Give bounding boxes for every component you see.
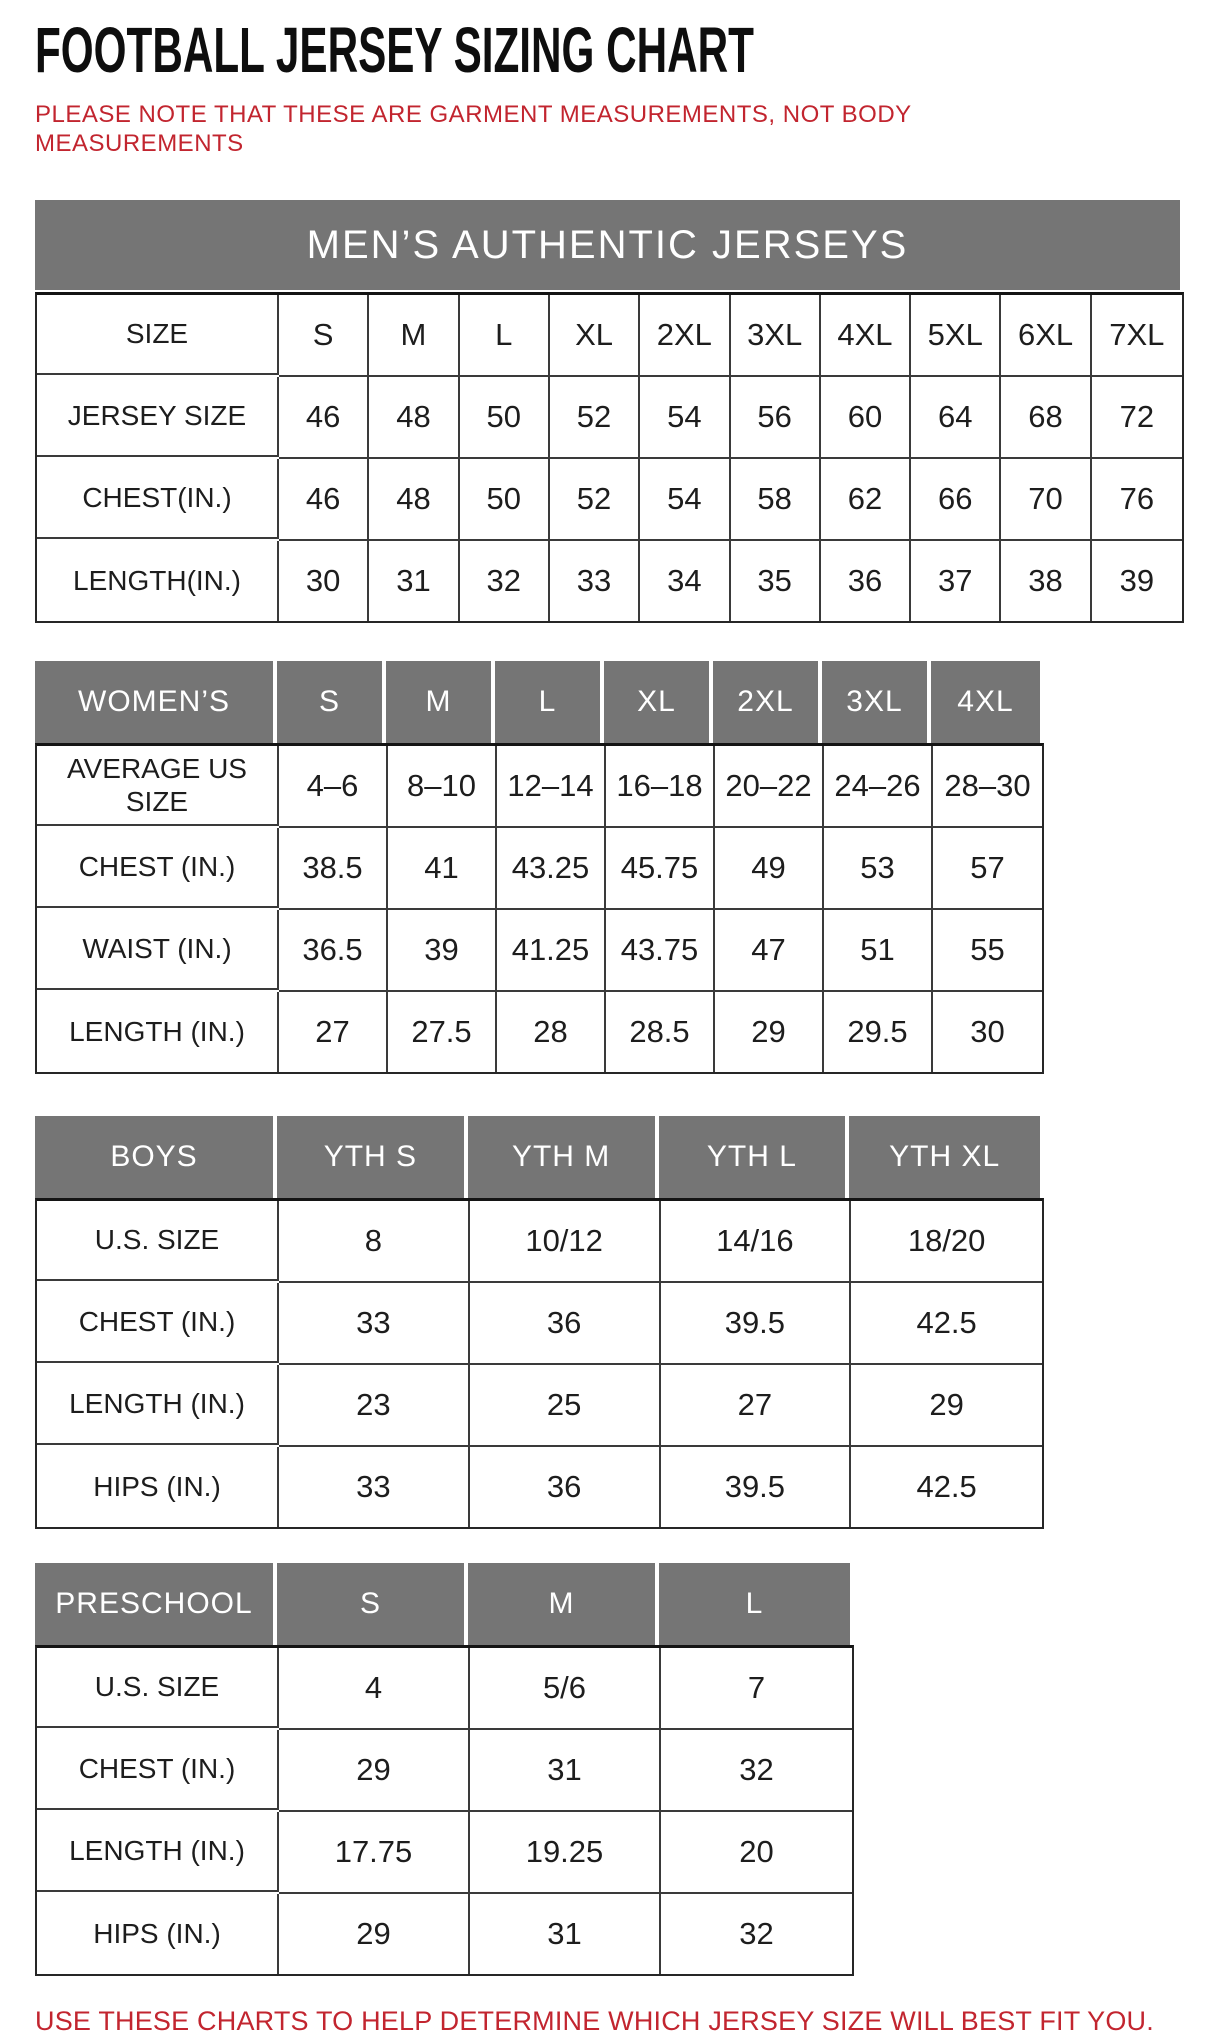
footer-note: USE THESE CHARTS TO HELP DETERMINE WHICH JERSEY SIZE WILL BEST FIT YOU. — [35, 2006, 1154, 2036]
mens-value-cell: 52 — [550, 377, 640, 459]
boys-value-cell: 18/20 — [851, 1201, 1042, 1283]
mens-value-cell: 66 — [911, 459, 1001, 541]
mens-value-cell: 35 — [731, 541, 821, 621]
womens-value-cell: 41.25 — [497, 910, 606, 992]
mens-value-cell: 48 — [369, 459, 459, 541]
womens-header-cell: 3XL — [822, 661, 931, 743]
boys-value-cell: 23 — [279, 1365, 470, 1447]
boys-value-cell: 39.5 — [661, 1283, 852, 1365]
preschool-row-label: U.S. SIZE — [37, 1648, 279, 1728]
mens-value-cell: 48 — [369, 377, 459, 459]
preschool-value-cell: 19.25 — [470, 1812, 661, 1894]
boys-value-cell: 14/16 — [661, 1201, 852, 1283]
womens-value-cell: 53 — [824, 828, 933, 910]
womens-value-cell: 45.75 — [606, 828, 715, 910]
boys-value-cell: 25 — [470, 1365, 661, 1447]
preschool-value-cell: 31 — [470, 1730, 661, 1812]
preschool-header-cell: PRESCHOOL — [35, 1563, 277, 1645]
mens-col-header: L — [460, 295, 550, 377]
womens-value-cell: 41 — [388, 828, 497, 910]
womens-value-cell: 12–14 — [497, 746, 606, 828]
womens-value-cell: 27.5 — [388, 992, 497, 1072]
preschool-header-cell: M — [468, 1563, 659, 1645]
womens-header-cell: XL — [604, 661, 713, 743]
womens-value-cell: 4–6 — [279, 746, 388, 828]
boys-header-cell: YTH XL — [849, 1116, 1040, 1198]
mens-value-cell: 70 — [1001, 459, 1091, 541]
womens-value-cell: 29.5 — [824, 992, 933, 1072]
boys-header-cell: BOYS — [35, 1116, 277, 1198]
mens-grid — [35, 292, 1184, 623]
womens-value-cell: 28–30 — [933, 746, 1042, 828]
womens-value-cell: 38.5 — [279, 828, 388, 910]
mens-col-header: 4XL — [821, 295, 911, 377]
womens-header-cell: S — [277, 661, 386, 743]
womens-value-cell: 43.25 — [497, 828, 606, 910]
mens-row-label: JERSEY SIZE — [37, 377, 279, 457]
mens-value-cell: 76 — [1092, 459, 1182, 541]
preschool-value-cell: 29 — [279, 1730, 470, 1812]
womens-table — [35, 661, 1220, 1074]
mens-col-header: 7XL — [1092, 295, 1182, 377]
mens-row-label: CHEST(IN.) — [37, 459, 279, 539]
mens-col-header: XL — [550, 295, 640, 377]
mens-value-cell: 54 — [640, 459, 730, 541]
boys-grid — [35, 1198, 1044, 1529]
preschool-grid — [35, 1645, 854, 1976]
womens-row-label: WAIST (IN.) — [37, 910, 279, 990]
womens-header-cell: M — [386, 661, 495, 743]
preschool-value-cell: 29 — [279, 1894, 470, 1974]
boys-value-cell: 42.5 — [851, 1447, 1042, 1527]
mens-value-cell: 54 — [640, 377, 730, 459]
womens-value-cell: 29 — [715, 992, 824, 1072]
preschool-value-cell: 31 — [470, 1894, 661, 1974]
preschool-row-label: LENGTH (IN.) — [37, 1812, 279, 1892]
mens-value-cell: 38 — [1001, 541, 1091, 621]
mens-value-cell: 36 — [821, 541, 911, 621]
boys-row-label: LENGTH (IN.) — [37, 1365, 279, 1445]
mens-row-label: LENGTH(IN.) — [37, 541, 279, 621]
womens-row-label: LENGTH (IN.) — [37, 992, 279, 1072]
preschool-value-cell: 5/6 — [470, 1648, 661, 1730]
boys-value-cell: 33 — [279, 1447, 470, 1527]
womens-value-cell: 51 — [824, 910, 933, 992]
mens-value-cell: 50 — [460, 459, 550, 541]
mens-value-cell: 39 — [1092, 541, 1182, 621]
mens-col-header: 2XL — [640, 295, 730, 377]
mens-value-cell: 46 — [279, 459, 369, 541]
boys-value-cell: 36 — [470, 1447, 661, 1527]
womens-value-cell: 28.5 — [606, 992, 715, 1072]
mens-value-cell: 62 — [821, 459, 911, 541]
mens-value-cell: 64 — [911, 377, 1001, 459]
preschool-header-cell: L — [659, 1563, 850, 1645]
mens-table — [35, 200, 1220, 623]
womens-header-cell: 2XL — [713, 661, 822, 743]
mens-value-cell: 52 — [550, 459, 640, 541]
boys-row-label: CHEST (IN.) — [37, 1283, 279, 1363]
boys-header-cell: YTH S — [277, 1116, 468, 1198]
boys-row-label: U.S. SIZE — [37, 1201, 279, 1281]
womens-row-label: AVERAGE US SIZE — [37, 746, 279, 826]
womens-value-cell: 20–22 — [715, 746, 824, 828]
mens-col-header: SIZE — [37, 295, 279, 375]
womens-value-cell: 28 — [497, 992, 606, 1072]
womens-value-cell: 8–10 — [388, 746, 497, 828]
mens-value-cell: 32 — [460, 541, 550, 621]
preschool-value-cell: 17.75 — [279, 1812, 470, 1894]
mens-col-header: S — [279, 295, 369, 377]
boys-row-label: HIPS (IN.) — [37, 1447, 279, 1527]
boys-value-cell: 10/12 — [470, 1201, 661, 1283]
mens-value-cell: 34 — [640, 541, 730, 621]
boys-value-cell: 27 — [661, 1365, 852, 1447]
mens-col-header: 6XL — [1001, 295, 1091, 377]
boys-value-cell: 42.5 — [851, 1283, 1042, 1365]
preschool-value-cell: 20 — [661, 1812, 852, 1894]
boys-table — [35, 1116, 1220, 1529]
preschool-header-row — [35, 1563, 850, 1645]
mens-value-cell: 58 — [731, 459, 821, 541]
mens-value-cell: 50 — [460, 377, 550, 459]
boys-value-cell: 36 — [470, 1283, 661, 1365]
womens-header-cell: WOMEN’S — [35, 661, 277, 743]
womens-value-cell: 49 — [715, 828, 824, 910]
boys-header-cell: YTH L — [659, 1116, 850, 1198]
mens-value-cell: 37 — [911, 541, 1001, 621]
mens-col-header: M — [369, 295, 459, 377]
page-title: FOOTBALL JERSEY SIZING CHART — [35, 14, 754, 86]
mens-value-cell: 46 — [279, 377, 369, 459]
womens-value-cell: 16–18 — [606, 746, 715, 828]
womens-value-cell: 55 — [933, 910, 1042, 992]
womens-value-cell: 36.5 — [279, 910, 388, 992]
mens-value-cell: 33 — [550, 541, 640, 621]
boys-value-cell: 33 — [279, 1283, 470, 1365]
boys-header-cell: YTH M — [468, 1116, 659, 1198]
garment-note: PLEASE NOTE THAT THESE ARE GARMENT MEASUREMENTS, NOT BODY MEASUREMENTS — [35, 101, 912, 157]
preschool-row-label: HIPS (IN.) — [37, 1894, 279, 1974]
mens-value-cell: 31 — [369, 541, 459, 621]
womens-value-cell: 47 — [715, 910, 824, 992]
womens-row-label: CHEST (IN.) — [37, 828, 279, 908]
mens-value-cell: 60 — [821, 377, 911, 459]
mens-col-header: 5XL — [911, 295, 1001, 377]
mens-col-header: 3XL — [731, 295, 821, 377]
mens-value-cell: 56 — [731, 377, 821, 459]
womens-header-cell: L — [495, 661, 604, 743]
womens-value-cell: 57 — [933, 828, 1042, 910]
boys-header-row — [35, 1116, 1040, 1198]
womens-value-cell: 27 — [279, 992, 388, 1072]
mens-value-cell: 30 — [279, 541, 369, 621]
womens-grid — [35, 743, 1044, 1074]
mens-value-cell: 68 — [1001, 377, 1091, 459]
preschool-header-cell: S — [277, 1563, 468, 1645]
womens-value-cell: 39 — [388, 910, 497, 992]
preschool-value-cell: 32 — [661, 1730, 852, 1812]
boys-value-cell: 39.5 — [661, 1447, 852, 1527]
preschool-row-label: CHEST (IN.) — [37, 1730, 279, 1810]
womens-value-cell: 30 — [933, 992, 1042, 1072]
womens-value-cell: 43.75 — [606, 910, 715, 992]
womens-header-cell: 4XL — [931, 661, 1040, 743]
womens-value-cell: 24–26 — [824, 746, 933, 828]
boys-value-cell: 8 — [279, 1201, 470, 1283]
mens-value-cell: 72 — [1092, 377, 1182, 459]
womens-header-row — [35, 661, 1040, 743]
preschool-value-cell: 7 — [661, 1648, 852, 1730]
boys-value-cell: 29 — [851, 1365, 1042, 1447]
preschool-value-cell: 32 — [661, 1894, 852, 1974]
preschool-table — [35, 1563, 1220, 1976]
preschool-value-cell: 4 — [279, 1648, 470, 1730]
mens-banner: MEN’S AUTHENTIC JERSEYS — [35, 200, 1180, 290]
